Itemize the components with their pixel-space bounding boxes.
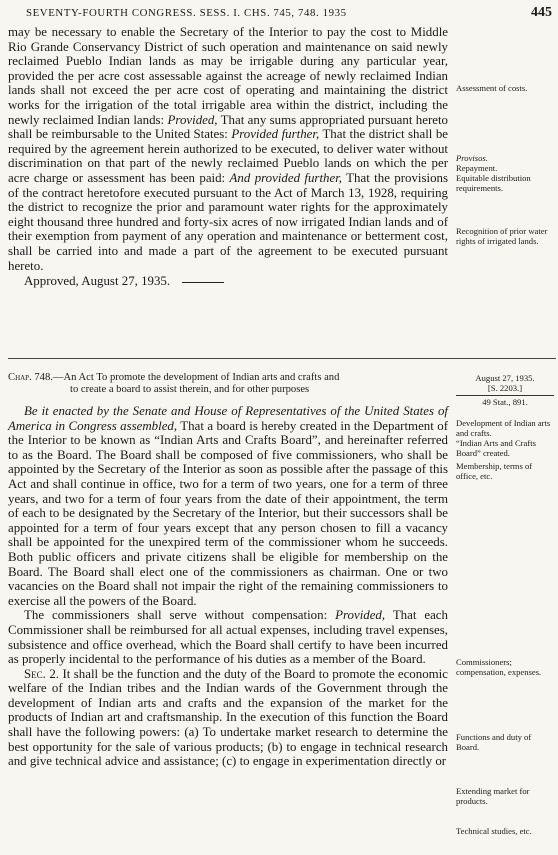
- enacting-paragraph: [8, 404, 448, 608]
- continuation-paragraph: [8, 25, 448, 273]
- para-end: That the provisions of the contract heretofore executed pursuant to the Act of March 13, 1928, requiring the district to recognize the prior and paramount water rights for the approximately eight thousand three hundred and forty-six acres of now irrigated Indian lands and of their exemption from payment of any operation and maintenance or betterment cost, shall be carried into and made a part of the agreement to be executed pursuant hereto.: [8, 170, 449, 273]
- provisos-label: Provisos.: [456, 153, 488, 163]
- para-mid2: That the district shall be required by the agreement herein authorized to be executed, to deliver water without discrimination on that part of the newly reclaimed Pueblo lands on which the per acre charge or assessment has been paid:: [8, 127, 448, 185]
- chapter-title-2: to create a board to assist therein, and for other purposes: [70, 384, 310, 395]
- para-lead: may be necessary to enable the Secretary of the Interior to pay the cost to Middle Rio Grande Conservancy District of such operation and maintenance on said newly reclaimed Pueblo Indian lands as may be irrigable during any particular year, provided the per acre cost assessable against the acreage of newly reclaimed Indian lands shall not exceed the per acre cost of operating and maintaining the district works for the irrigation of the total irrigable area within the district, including the newly reclaimed Indian lands:: [8, 25, 448, 127]
- para-mid: That any sums appropriated pursuant hereto shall be reimbursable to the United States:: [8, 112, 448, 142]
- section-2-text: It shall be the function and the duty of the Board to promote the economic welfare of the Indian tribes and the Indian wards of the Government through the development of Indian arts and crafts and the expansion of the market for the products of Indian art and craftsmanship. In the execution of this function the Board shall have the following powers: (a) To undertake market research to determine the best opportunity for the sale of various products; (b) to engage in technical research and give technical advice and assistance; (c) to engage in experimentation directly or: [8, 666, 448, 769]
- proviso-1: Provided,: [167, 112, 218, 127]
- compensation-lead: The commissioners shall serve without compensation:: [24, 608, 328, 623]
- compensation-rest: That each Commissioner shall be reimbursed for all actual expenses, including travel expenses, subsistence and office overhead, which the Board shall certify to have been incurred as properly incidental to the performance of his duties as a member of the Board.: [8, 608, 448, 667]
- act-text: [8, 404, 448, 769]
- chapter-label: Chap. 748.: [8, 372, 53, 383]
- enacting-clause: Be it enacted by the Senate and House of Representatives of the United States of America in Congress assembled,: [8, 404, 448, 433]
- enactment-date: August 27, 1935.: [475, 373, 535, 383]
- margin-note-extending: Extending market for products.: [456, 786, 530, 806]
- closing-rule: [182, 282, 224, 283]
- running-header: [8, 7, 552, 25]
- repayment-label: Repayment.: [456, 163, 498, 173]
- proviso-3: And provided further,: [229, 170, 343, 185]
- margin-note-functions: Functions and duty of Board.: [456, 732, 532, 752]
- chapter-title-1: —An Act To promote the development of Indian arts and crafts and: [52, 372, 340, 383]
- section-divider: [8, 358, 556, 359]
- compensation-paragraph: [8, 608, 448, 666]
- margin-note-date: [456, 373, 554, 407]
- development-label: Development of Indian arts and crafts.: [456, 418, 551, 438]
- running-title: SEVENTY-FOURTH CONGRESS. SESS. I. CHS. 745, 748. 1935: [26, 7, 347, 19]
- compensation-proviso: Provided,: [335, 608, 386, 623]
- page-number: 445: [531, 5, 552, 20]
- section-2-label: Sec. 2.: [24, 666, 60, 681]
- margin-note-membership: Membership, terms of office, etc.: [456, 461, 533, 481]
- board-creation-text: That a board is hereby created in the Department of the Interior to be known as “Indian Arts and Crafts Board”, and hereinafter referred to as the Board. The Board shall be composed of five commissioners, who shall be appointed by the Secretary of the Interior as soon as possible after the passage of this Act and shall continue in office, two for a term of two years, one for a term of three years, and two for a term of four years from the date of their appointment, the term of each to be designated by the Secretary of the Interior, but their successors shall be appointed for a term of four years except that any person chosen to fill a vacancy shall be appointed for the unexpired term of the commissioner whom he succeeds. Both public officers and private citizens shall be eligible for membership on the Board. The Board shall elect one of the commissioners as chairman. One or two vacancies on the Board shall not impair the right of the remaining commissioners to exercise all the powers of the Board.: [8, 418, 448, 608]
- proviso-2: Provided further,: [231, 127, 320, 142]
- statute-citation: 49 Stat., 891.: [456, 395, 554, 407]
- continuation-text: [8, 25, 448, 289]
- margin-note-provisos: [456, 153, 554, 193]
- board-created-label: “Indian Arts and Crafts Board” created.: [456, 438, 536, 458]
- margin-note-commissioners: Commissioners; compensation, expenses.: [456, 657, 542, 677]
- approved-text: Approved, August 27, 1935.: [24, 274, 171, 289]
- margin-note-assessment: Assessment of costs.: [456, 83, 528, 93]
- margin-note-development: [456, 418, 554, 458]
- bill-number: [S. 2203.]: [487, 383, 523, 393]
- margin-note-recognition: Recognition of prior water rights of irrigated lands.: [456, 226, 548, 246]
- approved-line: [8, 274, 448, 289]
- equitable-label: Equitable distribution requirements.: [456, 173, 531, 193]
- chapter-heading: [8, 372, 448, 396]
- margin-note-technical: Technical studies, etc.: [456, 826, 532, 836]
- section-2-paragraph: [8, 667, 448, 769]
